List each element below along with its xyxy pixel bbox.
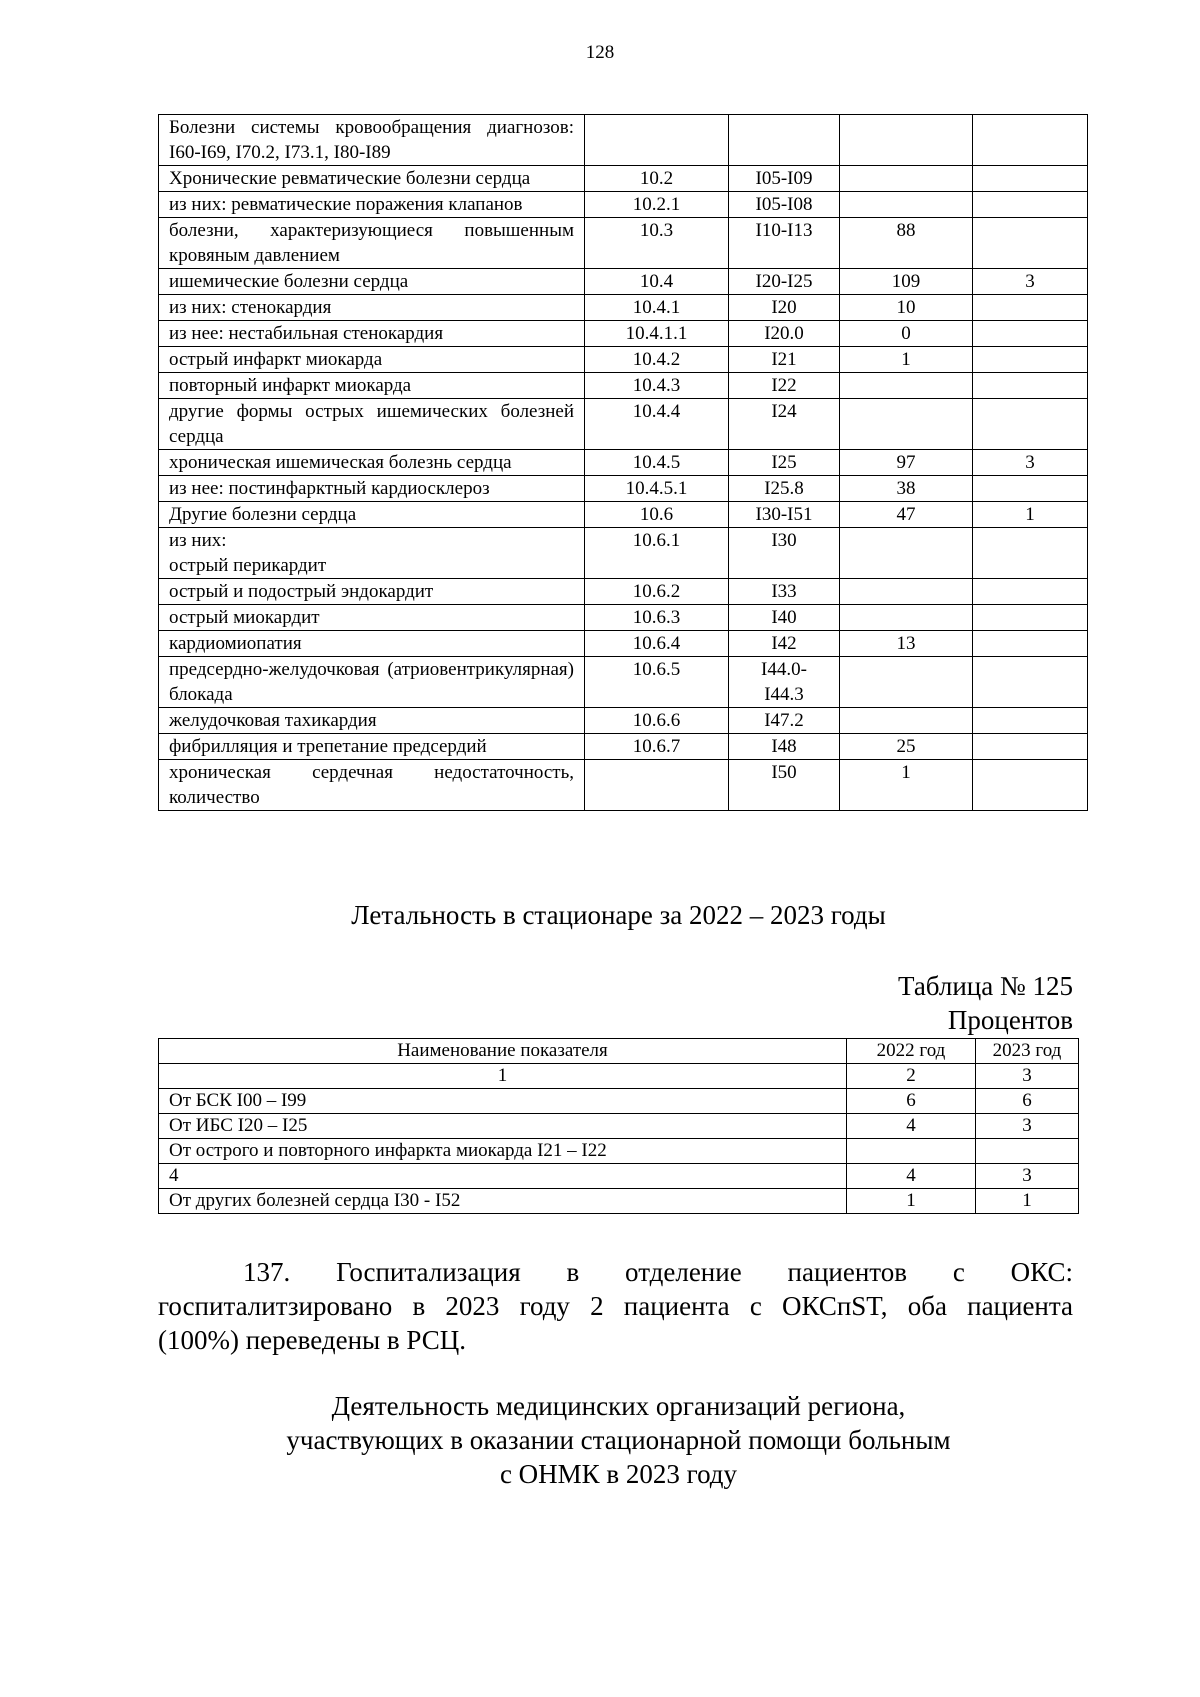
- table-row: [159, 657, 1088, 708]
- table-row: [159, 192, 1088, 218]
- section-heading-line: Деятельность медицинских организаций региона,: [331, 1391, 906, 1421]
- icd-code-cell: [729, 115, 840, 166]
- value-cell: 1: [840, 760, 973, 811]
- table-row: [159, 734, 1088, 760]
- value-cell: [973, 579, 1088, 605]
- value-cell: [973, 192, 1088, 218]
- disease-name-cell: из нее: нестабильная стенокардия: [159, 321, 585, 347]
- icd-code-cell: I20-I25: [729, 269, 840, 295]
- icd-code-cell: I25: [729, 450, 840, 476]
- disease-name-cell: кардиомиопатия: [159, 631, 585, 657]
- table-number: Таблица № 125: [898, 971, 1073, 1001]
- table-row: [159, 1189, 1079, 1214]
- table-row: [159, 166, 1088, 192]
- table-row: [159, 218, 1088, 269]
- value-2023-cell: [976, 1139, 1079, 1164]
- value-cell: [973, 321, 1088, 347]
- disease-name-cell: болезни, характеризующиеся повышенным кровяным давлением: [159, 218, 585, 269]
- value-2022-cell: 4: [847, 1164, 976, 1189]
- disease-name-cell: из них: стенокардия: [159, 295, 585, 321]
- icd-code-cell: I50: [729, 760, 840, 811]
- table-numbering-row: [159, 1064, 1079, 1089]
- table-row: [159, 605, 1088, 631]
- icd-code-cell: I40: [729, 605, 840, 631]
- value-cell: [973, 708, 1088, 734]
- value-2023-cell: 1: [976, 1189, 1079, 1214]
- value-cell: 10: [840, 295, 973, 321]
- value-cell: [973, 295, 1088, 321]
- value-cell: [973, 476, 1088, 502]
- disease-name-cell: хроническая сердечная недостаточность, количество: [159, 760, 585, 811]
- value-cell: [973, 657, 1088, 708]
- value-cell: 1: [840, 347, 973, 373]
- table-row: [159, 1164, 1079, 1189]
- table-row: [159, 115, 1088, 166]
- row-code-cell: 10.6.4: [585, 631, 729, 657]
- icd-code-cell: I20.0: [729, 321, 840, 347]
- col-number: 3: [976, 1064, 1079, 1089]
- value-cell: 88: [840, 218, 973, 269]
- disease-name-cell: Болезни системы кровообращения диагнозов: I60-I69, I70.2, I73.1, I80-I89: [159, 115, 585, 166]
- value-cell: [840, 605, 973, 631]
- indicator-name-cell: От других болезней сердца I30 - I52: [159, 1189, 847, 1214]
- value-cell: [840, 399, 973, 450]
- header-2023: 2023 год: [976, 1039, 1079, 1064]
- disease-name-cell: острый миокардит: [159, 605, 585, 631]
- table-row: [159, 450, 1088, 476]
- row-code-cell: [585, 115, 729, 166]
- row-code-cell: 10.4.3: [585, 373, 729, 399]
- value-2023-cell: 6: [976, 1089, 1079, 1114]
- table-units: Процентов: [947, 1005, 1073, 1035]
- row-code-cell: 10.4.1: [585, 295, 729, 321]
- value-cell: 25: [840, 734, 973, 760]
- disease-name-cell: Другие болезни сердца: [159, 502, 585, 528]
- disease-name-cell: из них: ревматические поражения клапанов: [159, 192, 585, 218]
- table-row: [159, 579, 1088, 605]
- header-indicator: Наименование показателя: [159, 1039, 847, 1064]
- value-cell: 13: [840, 631, 973, 657]
- table-row: [159, 399, 1088, 450]
- value-cell: [973, 347, 1088, 373]
- paragraph-line: госпиталитзировано в 2023 году 2 пациента с ОКСпST, оба пациента: [158, 1291, 1073, 1321]
- table-row: [159, 1139, 1079, 1164]
- row-code-cell: 10.4.4: [585, 399, 729, 450]
- row-code-cell: 10.2.1: [585, 192, 729, 218]
- value-cell: [840, 115, 973, 166]
- value-cell: [840, 708, 973, 734]
- icd-code-cell: I44.0- I44.3: [729, 657, 840, 708]
- row-code-cell: [585, 760, 729, 811]
- table-row: [159, 373, 1088, 399]
- table-row: [159, 321, 1088, 347]
- table-row: [159, 476, 1088, 502]
- disease-name-cell: предсердно-желудочковая (атриовентрикулярная) блокада: [159, 657, 585, 708]
- value-cell: [840, 579, 973, 605]
- disease-name-cell: из нее: постинфарктный кардиосклероз: [159, 476, 585, 502]
- icd-code-cell: I24: [729, 399, 840, 450]
- disease-name-cell: желудочковая тахикардия: [159, 708, 585, 734]
- value-cell: [973, 166, 1088, 192]
- paragraph-137: [158, 1255, 1073, 1357]
- disease-name-cell: острый инфаркт миокарда: [159, 347, 585, 373]
- table-row: [159, 269, 1088, 295]
- icd-code-cell: I20: [729, 295, 840, 321]
- icd-code-cell: I21: [729, 347, 840, 373]
- disease-name-cell: острый и подострый эндокардит: [159, 579, 585, 605]
- icd-code-cell: I10-I13: [729, 218, 840, 269]
- disease-name-cell: ишемические болезни сердца: [159, 269, 585, 295]
- value-cell: [973, 631, 1088, 657]
- section-heading-line: с ОНМК в 2023 году: [499, 1459, 738, 1489]
- paragraph-line: 137. Госпитализация в отделение пациентов с ОКС:: [243, 1257, 1073, 1287]
- row-code-cell: 10.6.1: [585, 528, 729, 579]
- row-code-cell: 10.6.6: [585, 708, 729, 734]
- table-row: [159, 295, 1088, 321]
- section-heading-line: участвующих в оказании стационарной помощи больным: [286, 1425, 951, 1455]
- table-header-row: [159, 1039, 1079, 1064]
- indicator-name-cell: 4: [159, 1164, 847, 1189]
- value-cell: 3: [973, 269, 1088, 295]
- value-cell: [840, 192, 973, 218]
- value-2023-cell: 3: [976, 1164, 1079, 1189]
- value-cell: [840, 528, 973, 579]
- disease-name-cell: фибрилляция и трепетание предсердий: [159, 734, 585, 760]
- value-cell: [840, 373, 973, 399]
- row-code-cell: 10.6.3: [585, 605, 729, 631]
- icd-code-cell: I47.2: [729, 708, 840, 734]
- paragraph-line: (100%) переведены в РСЦ.: [158, 1325, 467, 1355]
- value-cell: 1: [973, 502, 1088, 528]
- row-code-cell: 10.4.5: [585, 450, 729, 476]
- row-code-cell: 10.4.1.1: [585, 321, 729, 347]
- indicator-name-cell: От острого и повторного инфаркта миокарда I21 – I22: [159, 1139, 847, 1164]
- disease-name-cell: хроническая ишемическая болезнь сердца: [159, 450, 585, 476]
- value-cell: [840, 657, 973, 708]
- row-code-cell: 10.4.5.1: [585, 476, 729, 502]
- value-cell: [973, 115, 1088, 166]
- table-row: [159, 347, 1088, 373]
- row-code-cell: 10.4.2: [585, 347, 729, 373]
- value-cell: [973, 373, 1088, 399]
- value-cell: [973, 528, 1088, 579]
- value-cell: [973, 218, 1088, 269]
- icd-code-cell: I42: [729, 631, 840, 657]
- morbidity-table: [158, 114, 1088, 811]
- icd-code-cell: I33: [729, 579, 840, 605]
- row-code-cell: 10.4: [585, 269, 729, 295]
- section-title: Летальность в стационаре за 2022 – 2023 годы: [351, 900, 886, 930]
- icd-code-cell: I25.8: [729, 476, 840, 502]
- table-row: [159, 1114, 1079, 1139]
- row-code-cell: 10.6: [585, 502, 729, 528]
- value-cell: [973, 399, 1088, 450]
- icd-code-cell: I05-I09: [729, 166, 840, 192]
- row-code-cell: 10.6.7: [585, 734, 729, 760]
- table-row: [159, 708, 1088, 734]
- disease-name-cell: другие формы острых ишемических болезней сердца: [159, 399, 585, 450]
- value-cell: 3: [973, 450, 1088, 476]
- value-cell: [973, 605, 1088, 631]
- header-2022: 2022 год: [847, 1039, 976, 1064]
- page-number: 128: [585, 42, 615, 63]
- value-2023-cell: 3: [976, 1114, 1079, 1139]
- icd-code-cell: I30-I51: [729, 502, 840, 528]
- row-code-cell: 10.2: [585, 166, 729, 192]
- value-cell: [973, 760, 1088, 811]
- col-number: 2: [847, 1064, 976, 1089]
- icd-code-cell: I48: [729, 734, 840, 760]
- indicator-name-cell: От ИБС I20 – I25: [159, 1114, 847, 1139]
- value-cell: [840, 166, 973, 192]
- table-row: [159, 502, 1088, 528]
- value-2022-cell: 1: [847, 1189, 976, 1214]
- value-cell: 97: [840, 450, 973, 476]
- row-code-cell: 10.3: [585, 218, 729, 269]
- value-cell: 109: [840, 269, 973, 295]
- col-number: 1: [159, 1064, 847, 1089]
- value-cell: 0: [840, 321, 973, 347]
- value-2022-cell: 4: [847, 1114, 976, 1139]
- table-row: [159, 760, 1088, 811]
- value-cell: 38: [840, 476, 973, 502]
- row-code-cell: 10.6.5: [585, 657, 729, 708]
- icd-code-cell: I05-I08: [729, 192, 840, 218]
- table-row: [159, 631, 1088, 657]
- disease-name-cell: Хронические ревматические болезни сердца: [159, 166, 585, 192]
- icd-code-cell: I30: [729, 528, 840, 579]
- disease-name-cell: повторный инфаркт миокарда: [159, 373, 585, 399]
- icd-code-cell: I22: [729, 373, 840, 399]
- disease-name-cell: из них: острый перикардит: [159, 528, 585, 579]
- value-cell: [973, 734, 1088, 760]
- table-row: [159, 1089, 1079, 1114]
- value-2022-cell: 6: [847, 1089, 976, 1114]
- mortality-table: [158, 1038, 1079, 1214]
- value-cell: 47: [840, 502, 973, 528]
- indicator-name-cell: От БСК I00 – I99: [159, 1089, 847, 1114]
- value-2022-cell: [847, 1139, 976, 1164]
- table-row: [159, 528, 1088, 579]
- row-code-cell: 10.6.2: [585, 579, 729, 605]
